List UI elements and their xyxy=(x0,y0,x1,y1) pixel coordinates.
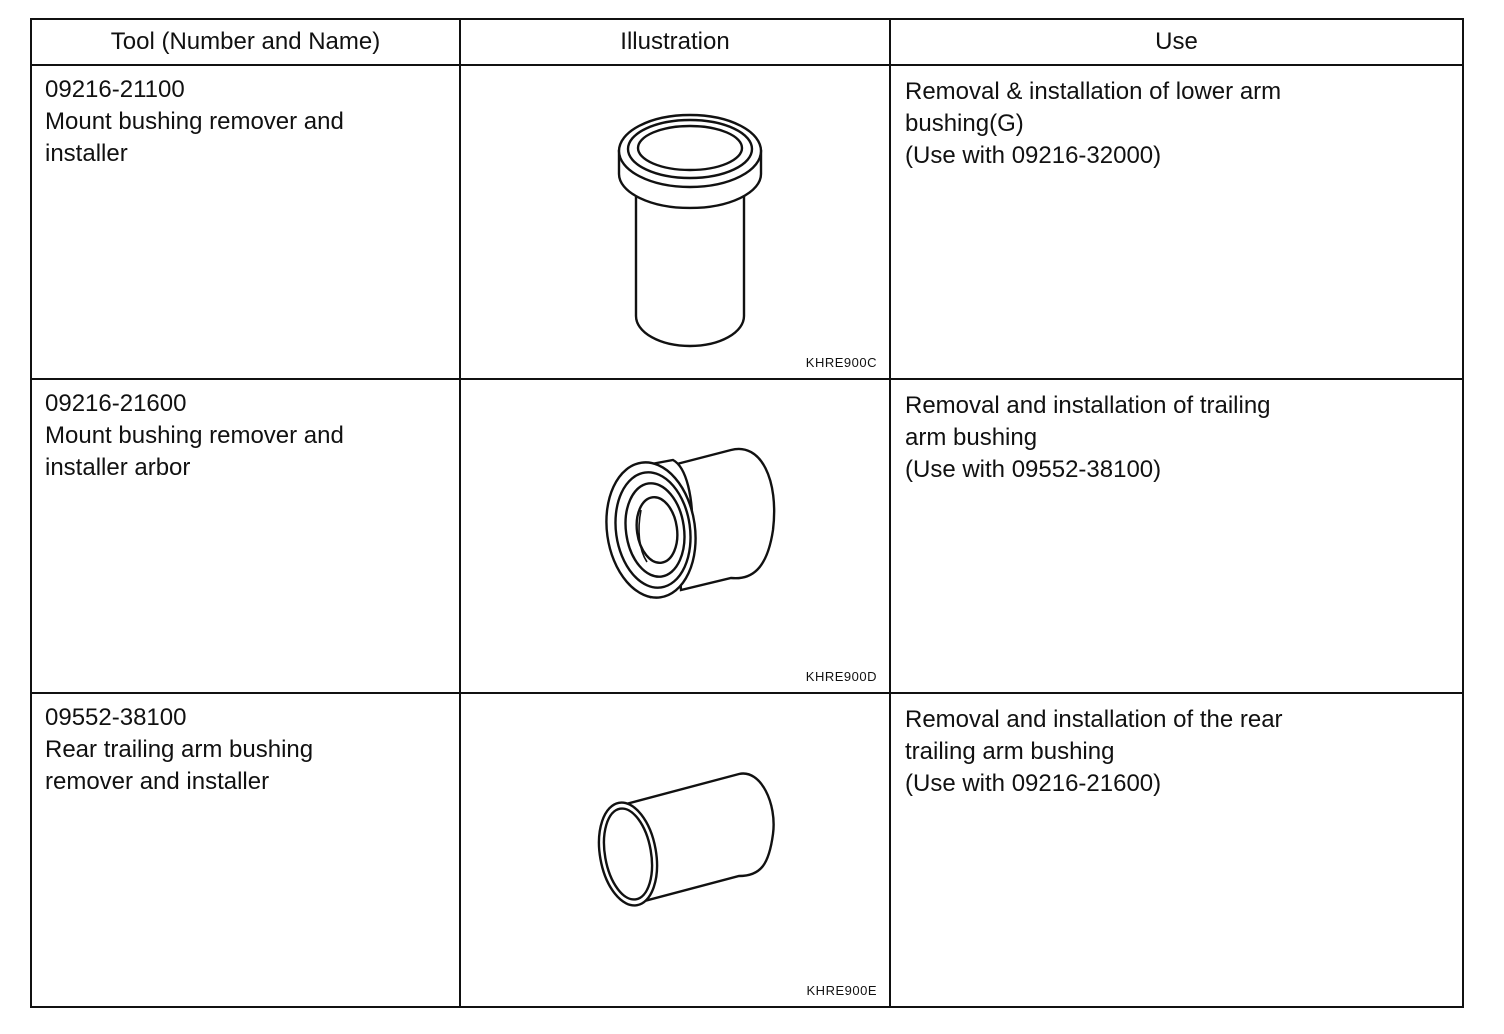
use-line: (Use with 09216-21600) xyxy=(905,770,1162,797)
tool-cell xyxy=(31,693,460,1007)
table-row xyxy=(31,65,1463,379)
use-line: trailing arm bushing xyxy=(905,738,1115,765)
image-code: KHRE900E xyxy=(806,983,877,998)
use-cell xyxy=(890,379,1463,693)
tool-name-line: Rear trailing arm bushing xyxy=(45,736,314,763)
flanged-sleeve-arbor-tool-icon xyxy=(461,380,891,692)
table-row xyxy=(31,379,1463,693)
illustration-cell xyxy=(460,379,890,693)
tool-name-line: installer arbor xyxy=(45,454,191,481)
image-code: KHRE900C xyxy=(805,355,877,370)
tool-number: 09216-21600 xyxy=(45,390,187,417)
tool-name-line: remover and installer xyxy=(45,768,270,795)
special-tools-table xyxy=(30,18,1464,1008)
tool-name-line: Mount bushing remover and xyxy=(45,422,344,449)
flanged-cup-bushing-tool-icon xyxy=(461,66,891,378)
tool-cell xyxy=(31,65,460,379)
use-cell xyxy=(890,693,1463,1007)
plain-sleeve-tool-icon xyxy=(461,694,891,1006)
use-cell xyxy=(890,65,1463,379)
use-line: Removal & installation of lower arm xyxy=(905,78,1282,105)
use-line: Removal and installation of trailing xyxy=(905,392,1271,419)
tool-number: 09552-38100 xyxy=(45,704,187,731)
image-code: KHRE900D xyxy=(805,669,877,684)
header-tool: Tool (Number and Name) xyxy=(31,19,460,65)
use-line: (Use with 09216-32000) xyxy=(905,142,1162,169)
table-row xyxy=(31,693,1463,1007)
tool-cell xyxy=(31,379,460,693)
illustration-cell xyxy=(460,693,890,1007)
header-use: Use xyxy=(890,19,1463,65)
use-line: arm bushing xyxy=(905,424,1038,451)
use-line: bushing(G) xyxy=(905,110,1024,137)
tool-name-line: Mount bushing remover and xyxy=(45,108,344,135)
header-row xyxy=(31,19,1463,65)
header-illustration: Illustration xyxy=(460,19,890,65)
illustration-cell xyxy=(460,65,890,379)
use-line: Removal and installation of the rear xyxy=(905,706,1283,733)
use-line: (Use with 09552-38100) xyxy=(905,456,1162,483)
tool-number: 09216-21100 xyxy=(45,76,185,103)
tool-name-line: installer xyxy=(45,140,128,167)
